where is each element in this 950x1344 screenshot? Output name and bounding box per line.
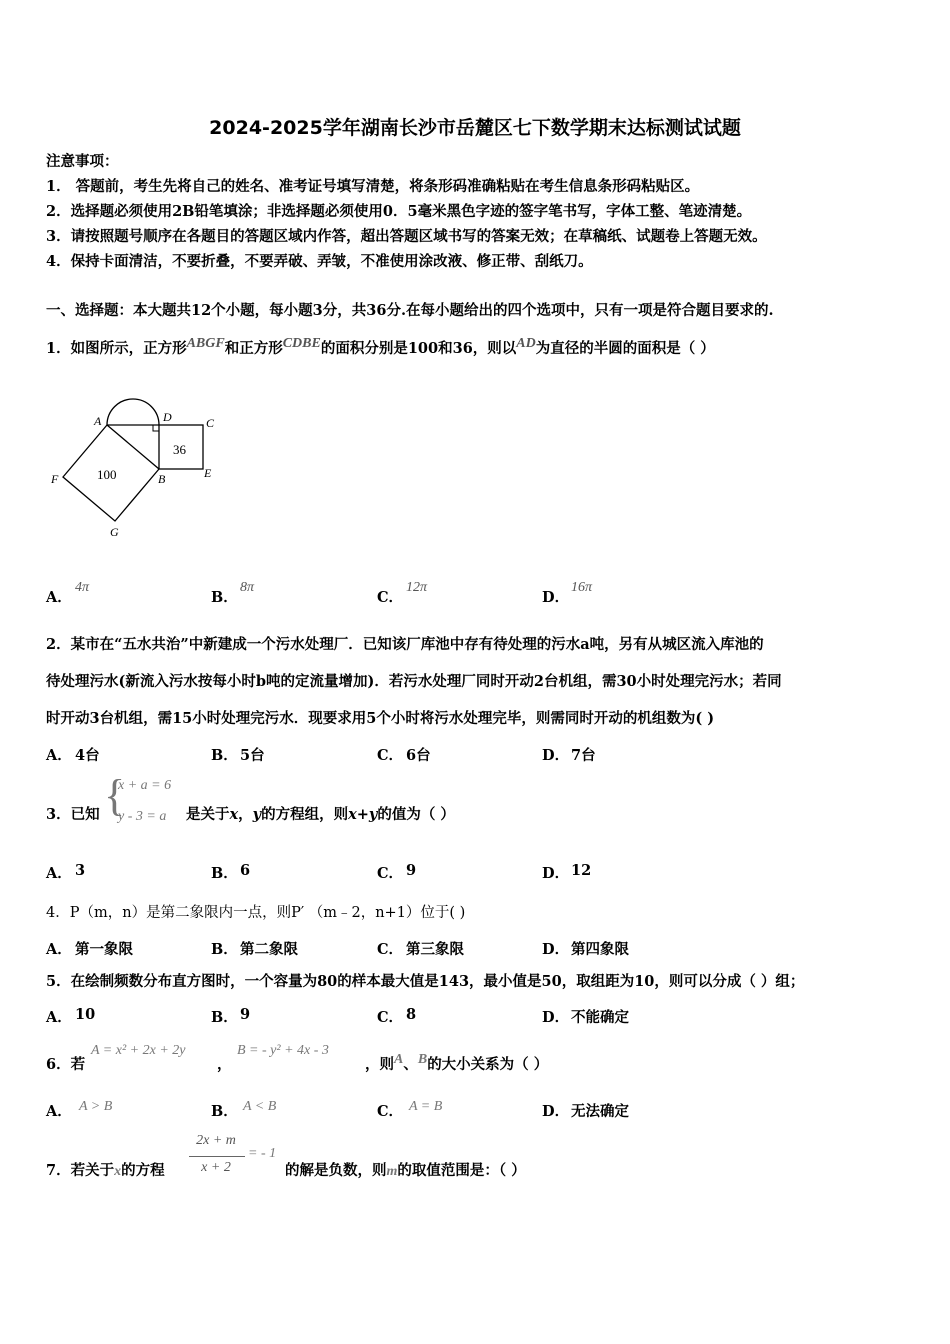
q1-math-cdbe: CDBE [282,336,321,351]
q3-equation-2: y - 3 = a [118,809,167,824]
q6-text-1: 6．若 [46,1056,86,1073]
q4-option-c-label: C． [377,941,404,958]
q6-option-a-label: A． [46,1103,72,1120]
label-b: B [158,472,166,486]
page-title: 2024-2025学年湖南长沙市岳麓区七下数学期末达标测试试题 [209,117,741,139]
q3-var-xy: x+y [348,806,378,823]
q7-text-1 [46,1159,165,1180]
q5-option-c-label: C． [377,1009,404,1026]
q3-text-2b: 的方程组，则 [261,806,349,823]
q4-option-a-value: 第一象限 [75,941,133,958]
q2-option-b-label: B． [211,747,238,764]
q7-text-2b: 的取值范围是：（ ） [397,1162,526,1179]
label-c: C [206,416,215,430]
q6-option-d-label: D． [542,1103,570,1120]
q6-option-a-value: A > B [79,1099,113,1114]
q3-text-2a: 是关于 [186,806,230,823]
question-1 [46,336,906,360]
notice-item-1: 1． 答题前，考生先将自己的姓名、准考证号填写清楚，将条形码准确粘贴在考生信息条形码粘贴区。 [46,178,700,195]
q6-equation-b: B = - y² + 4x - 3 [237,1043,329,1058]
q6-var-b: B [417,1052,428,1067]
section-heading: 一、选择题：本大题共12个小题，每小题3分，共36分.在每小题给出的四个选项中，只有一项是符合题目要求的. [46,302,774,319]
q3-text-2c: 的值为（ ） [377,806,455,823]
notice-item-3: 3．请按照题号顺序在各题目的答题区域内作答，超出答题区域书写的答案无效；在草稿纸、试题卷上答题无效。 [46,228,767,245]
q2-line-3: 时开动3台机组，需15小时处理完污水．现要求用5个小时将污水处理完毕，则需同时开动的机组数为( ) [46,710,715,727]
q7-rhs: = - 1 [248,1146,277,1161]
q1-option-d-value: 16π [571,580,593,595]
semicircle [107,399,159,425]
q3-option-a-value: 3 [75,862,86,879]
area-36: 36 [173,442,186,457]
q1-option-a-value: 4π [75,580,90,595]
q3-option-c-value: 9 [406,862,417,879]
q3-option-b-value: 6 [240,862,251,879]
q3-equation-1: x + a = 6 [118,778,172,793]
q6-option-b-label: B． [211,1103,238,1120]
geometry-figure [40,385,240,545]
q6-comma: ， [217,1056,232,1073]
q4-option-b-label: B． [211,941,238,958]
q2-option-d-value: 7台 [571,747,596,764]
q3-option-c-label: C． [377,865,404,882]
q3-brace: { [104,771,126,820]
label-a: A [94,414,102,428]
q6-dun: 、 [403,1056,418,1073]
label-f: F [51,472,59,486]
q1-option-b-label: B． [211,589,238,606]
q1-text-2: 和正方形 [224,340,283,357]
q2-option-a-label: A． [46,747,72,764]
q2-option-a-value: 4台 [75,747,100,764]
q1-text-3: 的面积分别是100和36，则以 [320,340,517,357]
q2-line-2: 待处理污水(新流入污水按每小时b吨的定流量增加)．若污水处理厂同时开动2台机组，需30小时处理完污水；若同 [46,673,782,690]
q2-line-1: 2．某市在“五水共治”中新建成一个污水处理厂．已知该厂库池中存有待处理的污水a吨，另有从城区流入库池的 [46,636,764,653]
q7-var-m: m [386,1164,398,1179]
q6-option-d-value: 无法确定 [571,1103,629,1120]
q3-text-1: 3．已知 [46,806,100,823]
q6-text-2a: ，则 [365,1056,394,1073]
q5-option-a-value: 10 [75,1006,96,1023]
q6-option-c-value: A = B [409,1099,443,1114]
q4-option-a-label: A． [46,941,72,958]
q3-option-b-label: B． [211,865,238,882]
q6-option-c-label: C． [377,1103,404,1120]
q5-option-c-value: 8 [406,1006,417,1023]
question-5: 5．在绘制频数分布直方图时，一个容量为80的样本最大值是143，最小值是50，取组距为10，则可以分成（ ）组； [46,973,805,990]
q6-text-2 [365,1053,548,1074]
q3-option-d-value: 12 [571,862,592,879]
notice-item-2: 2．选择题必须使用2B铅笔填涂；非选择题必须使用0．5毫米黑色字迹的签字笔书写，字体工整、笔迹清楚。 [46,203,752,220]
q5-option-d-value: 不能确定 [571,1009,629,1026]
q6-text-2b: 的大小关系为（ ） [427,1056,549,1073]
q1-math-ad: AD [516,336,536,351]
q4-option-b-value: 第二象限 [240,941,298,958]
q4-option-d-value: 第四象限 [571,941,629,958]
label-g: G [110,525,119,539]
q5-option-b-label: B． [211,1009,238,1026]
q1-text-1: 1．如图所示，正方形 [46,340,187,357]
q2-option-c-value: 6台 [406,747,431,764]
q5-option-b-value: 9 [240,1006,251,1023]
question-4: 4．P（m，n）是第二象限内一点，则P′ （m﹣2，n+1）位于( ) [46,905,466,921]
right-angle-mark [153,425,159,431]
q7-text-2a: 的解是负数，则 [285,1162,387,1179]
q7-fraction-bar [189,1156,245,1157]
q7-text-1a: 7．若关于 [46,1162,115,1179]
q6-equation-a: A = x² + 2x + 2y [91,1043,186,1058]
q1-option-d-label: D． [542,589,570,606]
q7-text-1b: 的方程 [121,1162,165,1179]
notice-heading: 注意事项： [46,153,119,170]
q7-numerator: 2x + m [196,1133,236,1148]
q1-math-abgf: ABGF [186,336,225,351]
q2-option-d-label: D． [542,747,570,764]
q3-option-d-label: D． [542,865,570,882]
label-e: E [204,466,212,480]
q3-var-x: x [229,806,239,823]
q1-text-4: 为直径的半圆的面积是（ ） [535,340,715,357]
q3-text-2 [186,803,455,824]
q6-var-a: A [394,1052,404,1067]
q7-var-x: x [114,1164,122,1179]
q1-option-c-label: C． [377,589,404,606]
q3-option-a-label: A． [46,865,72,882]
q7-denominator: x + 2 [201,1160,231,1175]
q4-option-c-value: 第三象限 [406,941,464,958]
q2-option-c-label: C． [377,747,404,764]
q3-var-y: y [252,806,262,823]
q7-text-2 [285,1159,526,1180]
q5-option-a-label: A． [46,1009,72,1026]
q2-option-b-value: 5台 [240,747,265,764]
label-d: D [163,410,172,424]
notice-item-4: 4．保持卡面清洁，不要折叠，不要弄破、弄皱，不准使用涂改液、修正带、刮纸刀。 [46,253,593,270]
q1-option-c-value: 12π [406,580,428,595]
q6-option-b-value: A < B [243,1099,277,1114]
q1-option-a-label: A． [46,589,72,606]
q3-sep: ， [238,806,253,823]
q1-option-b-value: 8π [240,580,255,595]
area-100: 100 [97,467,117,482]
q5-option-d-label: D． [542,1009,570,1026]
q4-option-d-label: D． [542,941,570,958]
